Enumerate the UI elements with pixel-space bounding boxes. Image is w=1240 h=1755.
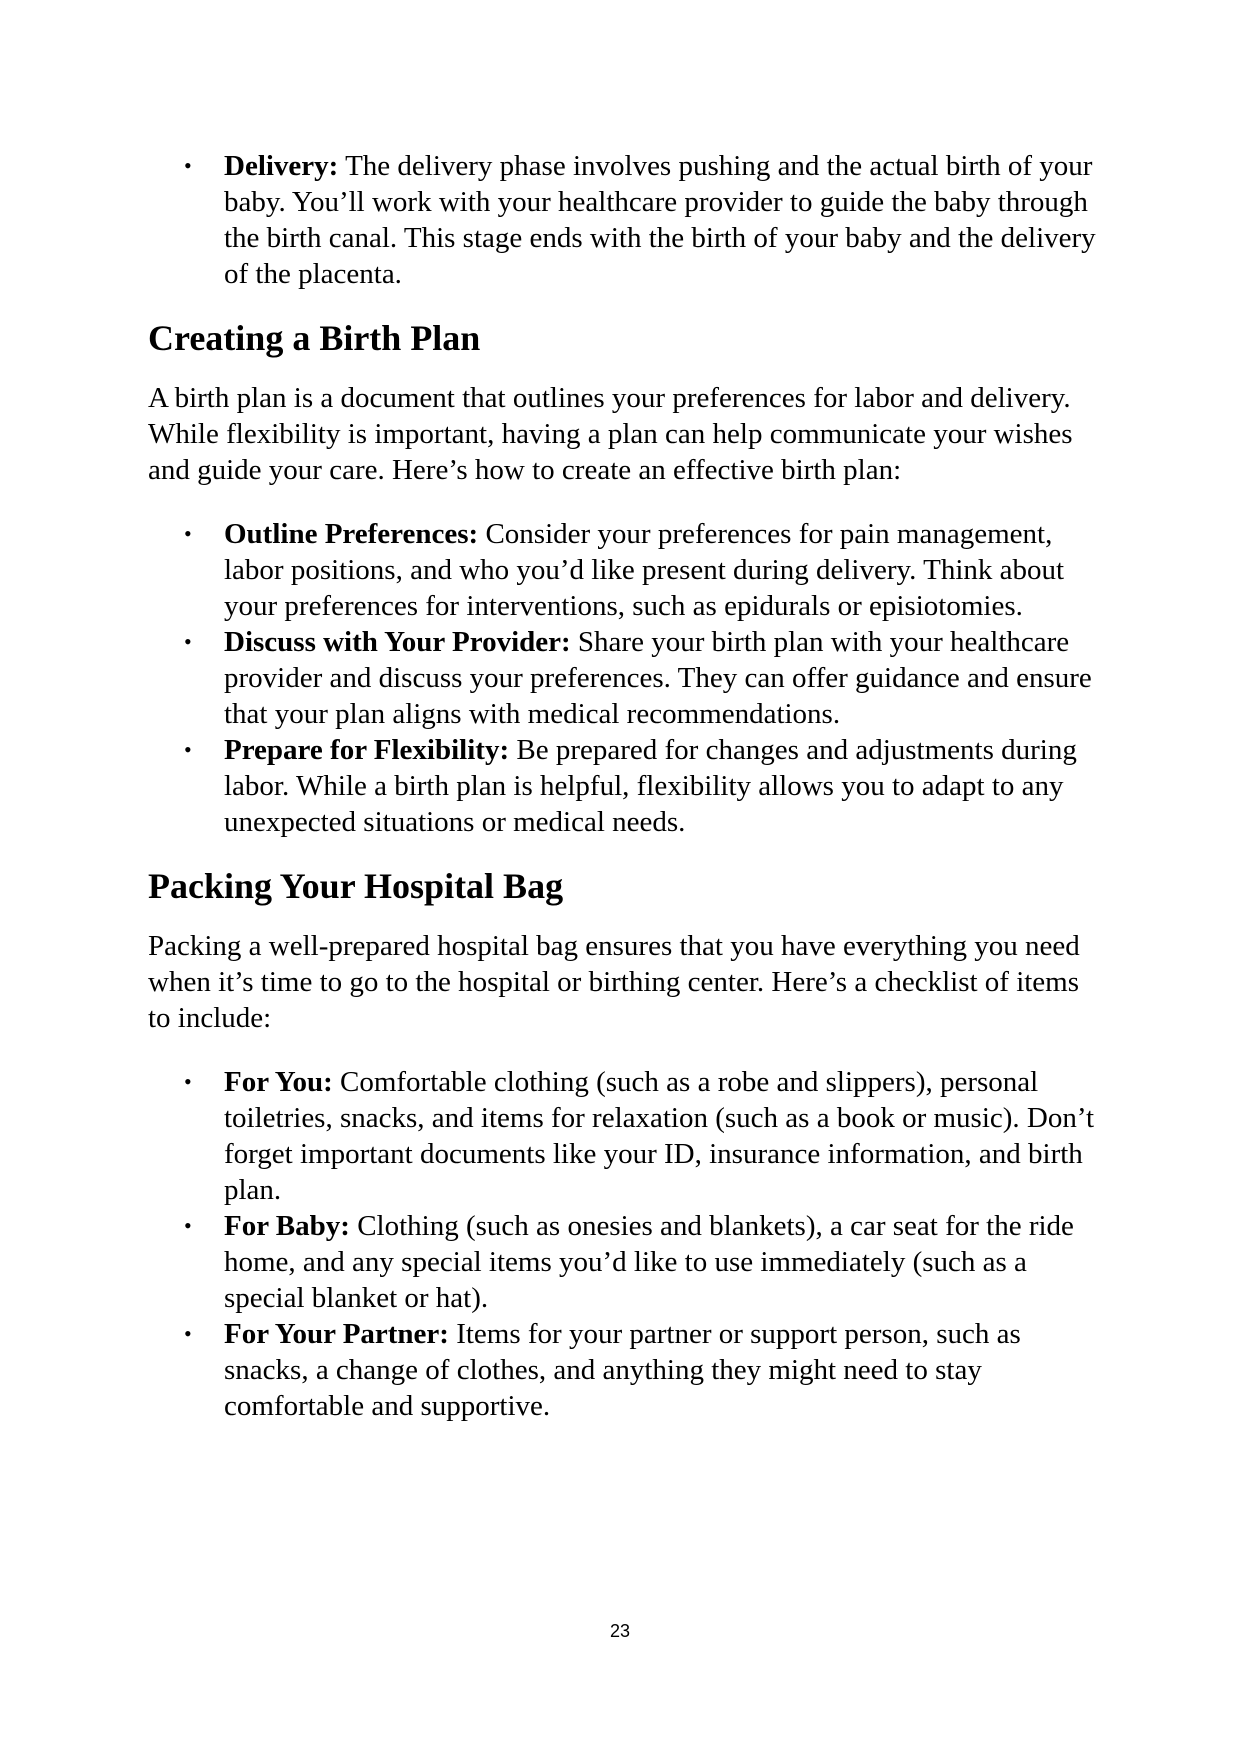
hospital-bag-list	[148, 1064, 1098, 1424]
item-text: Items for your partner or support person, such as snacks, a change of clothes, and anything they might need to stay comfortable and supportive.	[224, 1318, 1021, 1422]
list-item	[148, 1316, 1098, 1424]
bullet-icon: •	[184, 1321, 192, 1346]
page-content	[148, 148, 1098, 1424]
bullet-icon: •	[184, 737, 192, 762]
item-lead: Discuss with Your Provider:	[224, 626, 571, 658]
list-item	[148, 148, 1098, 292]
item-text: The delivery phase involves pushing and the actual birth of your baby. You’ll work with your healthcare provider to guide the baby through the birth canal. This stage ends with the birth of your baby and the delivery of the placenta.	[224, 150, 1096, 290]
item-lead: Prepare for Flexibility:	[224, 734, 510, 766]
bullet-icon: •	[184, 521, 192, 546]
bullet-icon: •	[184, 153, 192, 178]
item-text: Share your birth plan with your healthcare provider and discuss your preferences. They can offer guidance and ensure that your plan aligns with medical recommendations.	[224, 626, 1092, 730]
delivery-list	[148, 148, 1098, 292]
birth-plan-heading: Creating a Birth Plan	[148, 318, 481, 358]
item-lead: For Your Partner:	[224, 1318, 449, 1350]
item-lead: Outline Preferences:	[224, 518, 479, 550]
item-text: Clothing (such as onesies and blankets), a car seat for the ride home, and any special items you’d like to use immediately (such as a special blanket or hat).	[224, 1210, 1074, 1314]
bullet-icon: •	[184, 629, 192, 654]
birth-plan-intro: A birth plan is a document that outlines your preferences for labor and delivery. While flexibility is important, having a plan can help communicate your wishes and guide your care. Here’s how to create an effective birth plan:	[148, 382, 1073, 486]
bullet-icon: •	[184, 1213, 192, 1238]
item-lead: Delivery:	[224, 150, 339, 182]
list-item	[148, 1064, 1098, 1208]
list-item	[148, 624, 1098, 732]
list-item	[148, 1208, 1098, 1316]
list-item	[148, 732, 1098, 840]
item-text: Comfortable clothing (such as a robe and slippers), personal toiletries, snacks, and items for relaxation (such as a book or music). Don’t forget important documents like your ID, insurance information, and birth plan.	[224, 1066, 1095, 1206]
list-item	[148, 516, 1098, 624]
birth-plan-list	[148, 516, 1098, 840]
bullet-icon: •	[184, 1069, 192, 1094]
item-text: Consider your preferences for pain management, labor positions, and who you’d like present during delivery. Think about your preferences for interventions, such as epidurals or episiotomies.	[224, 518, 1065, 622]
hospital-bag-intro: Packing a well-prepared hospital bag ensures that you have everything you need when it’s time to go to the hospital or birthing center. Here’s a checklist of items to include:	[148, 930, 1080, 1034]
item-lead: For Baby:	[224, 1210, 350, 1242]
item-lead: For You:	[224, 1066, 333, 1098]
page-number: 23	[609, 1621, 631, 1641]
item-text: Be prepared for changes and adjustments during labor. While a birth plan is helpful, flexibility allows you to adapt to any unexpected situations or medical needs.	[224, 734, 1077, 838]
hospital-bag-heading: Packing Your Hospital Bag	[148, 866, 564, 906]
